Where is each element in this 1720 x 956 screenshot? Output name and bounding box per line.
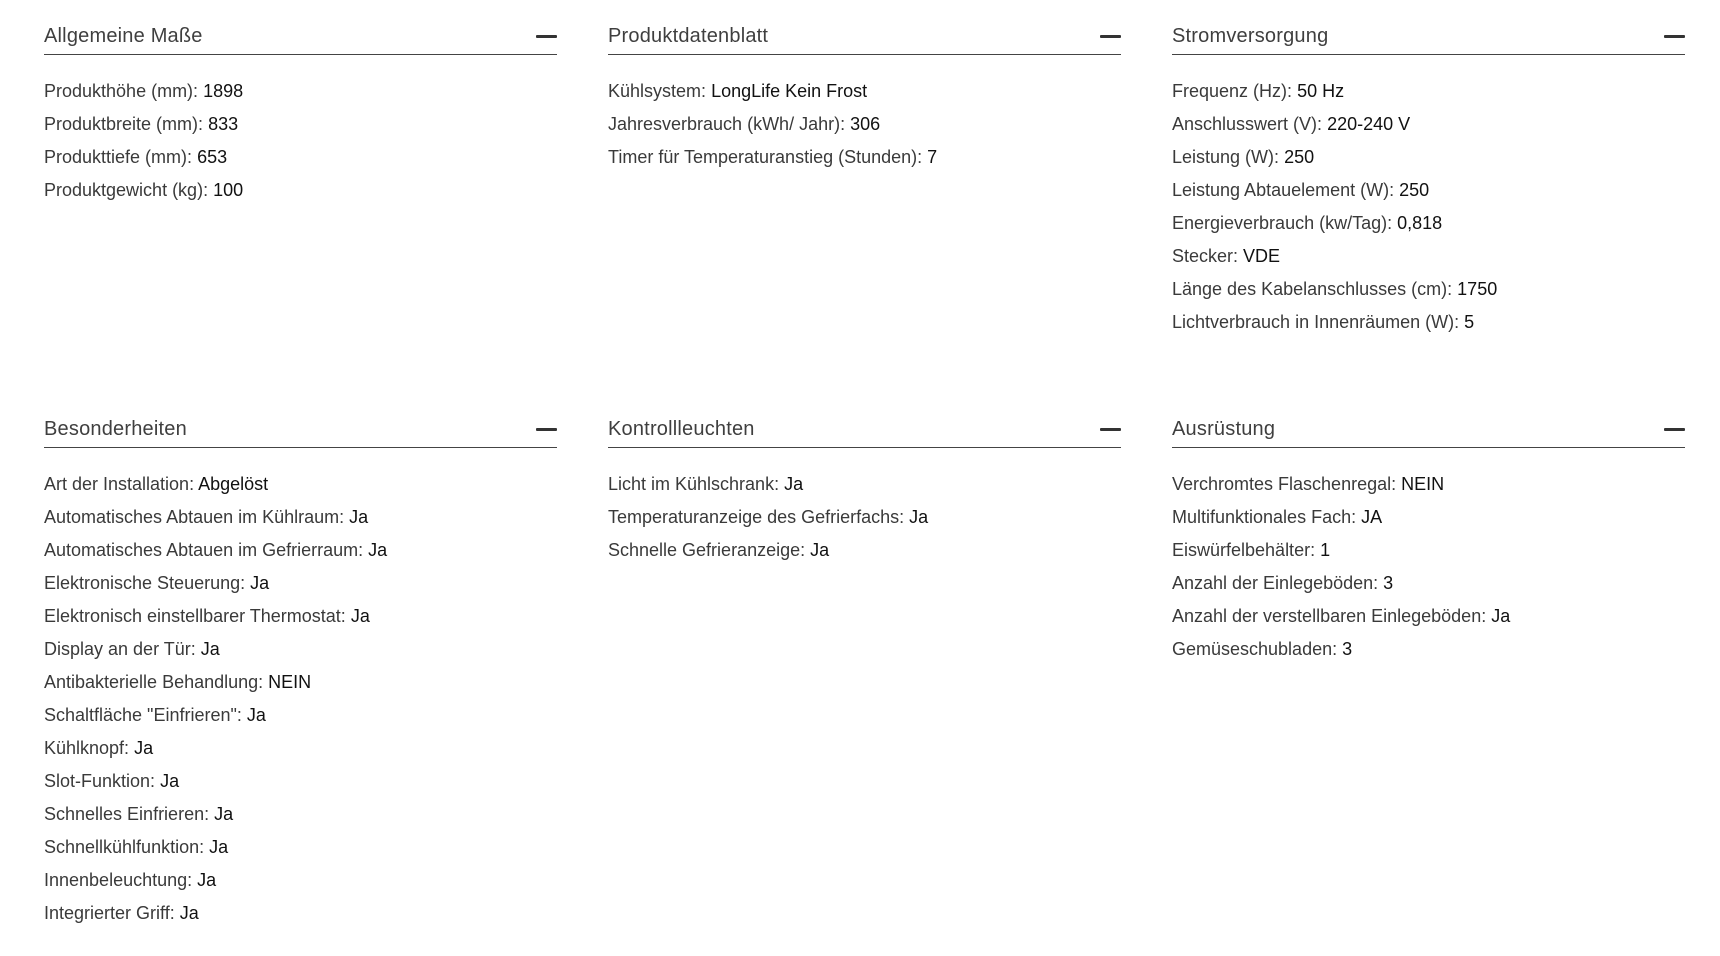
spec-row: [44, 468, 557, 501]
spec-label: Antibakterielle Behandlung:: [44, 672, 264, 692]
section-title: Stromversorgung: [1172, 24, 1329, 47]
section-besonderheiten: [44, 411, 557, 930]
spec-list: [608, 55, 1121, 174]
minus-icon: [536, 35, 557, 38]
spec-row: [1172, 633, 1685, 666]
spec-label: Automatisches Abtauen im Gefrierraum:: [44, 540, 364, 560]
minus-icon: [1664, 35, 1685, 38]
spec-value: Ja: [784, 474, 804, 494]
spec-label: Leistung Abtauelement (W):: [1172, 180, 1395, 200]
spec-value: Ja: [134, 738, 154, 758]
spec-value: NEIN: [268, 672, 312, 692]
spec-label: Verchromtes Flaschenregal:: [1172, 474, 1397, 494]
collapse-button[interactable]: [535, 25, 557, 47]
spec-label: Schnelles Einfrieren:: [44, 804, 210, 824]
spec-value: VDE: [1243, 246, 1281, 266]
spec-row: [1172, 600, 1685, 633]
spec-value: 1750: [1457, 279, 1498, 299]
spec-label: Kühlknopf:: [44, 738, 130, 758]
spec-label: Gemüseschubladen:: [1172, 639, 1338, 659]
spec-list: [1172, 448, 1685, 666]
spec-label: Produktbreite (mm):: [44, 114, 204, 134]
spec-label: Temperaturanzeige des Gefrierfachs:: [608, 507, 905, 527]
spec-label: Kühlsystem:: [608, 81, 707, 101]
spec-label: Jahresverbrauch (kWh/ Jahr):: [608, 114, 846, 134]
spec-label: Display an der Tür:: [44, 639, 196, 659]
spec-value: Ja: [350, 606, 370, 626]
spec-row: [608, 75, 1121, 108]
spec-row: [1172, 174, 1685, 207]
spec-row: [1172, 501, 1685, 534]
spec-value: Ja: [810, 540, 830, 560]
spec-value: Ja: [160, 771, 180, 791]
spec-row: [1172, 108, 1685, 141]
spec-row: [1172, 75, 1685, 108]
collapse-button[interactable]: [1663, 25, 1685, 47]
spec-label: Anzahl der verstellbaren Einlegeböden:: [1172, 606, 1487, 626]
spec-value: 306: [850, 114, 881, 134]
spec-label: Timer für Temperaturanstieg (Stunden):: [608, 147, 923, 167]
section-produktdatenblatt: [608, 18, 1121, 174]
spec-value: 220-240 V: [1327, 114, 1411, 134]
spec-value: 7: [927, 147, 938, 167]
spec-row: [1172, 534, 1685, 567]
spec-row: [608, 468, 1121, 501]
spec-row: [608, 501, 1121, 534]
spec-value: Abgelöst: [198, 474, 269, 494]
spec-value: NEIN: [1401, 474, 1445, 494]
spec-row: [1172, 207, 1685, 240]
spec-label: Art der Installation:: [44, 474, 195, 494]
spec-value: 1: [1320, 540, 1331, 560]
spec-label: Anzahl der Einlegeböden:: [1172, 573, 1379, 593]
spec-row: [44, 534, 557, 567]
spec-value: Ja: [197, 870, 217, 890]
spec-label: Leistung (W):: [1172, 147, 1280, 167]
section-header[interactable]: [1172, 411, 1685, 448]
collapse-button[interactable]: [1099, 418, 1121, 440]
collapse-button[interactable]: [535, 418, 557, 440]
spec-row: [44, 666, 557, 699]
spec-label: Schnelle Gefrieranzeige:: [608, 540, 806, 560]
minus-icon: [536, 428, 557, 431]
spec-label: Produkthöhe (mm):: [44, 81, 199, 101]
spec-value: Ja: [214, 804, 234, 824]
spec-label: Elektronische Steuerung:: [44, 573, 246, 593]
collapse-button[interactable]: [1099, 25, 1121, 47]
spec-value: 250: [1399, 180, 1430, 200]
spec-row: [608, 534, 1121, 567]
section-title: Ausrüstung: [1172, 417, 1276, 440]
spec-row: [44, 864, 557, 897]
spec-label: Schaltfläche "Einfrieren":: [44, 705, 242, 725]
spec-label: Länge des Kabelanschlusses (cm):: [1172, 279, 1453, 299]
section-header[interactable]: [1172, 18, 1685, 55]
spec-label: Elektronisch einstellbarer Thermostat:: [44, 606, 346, 626]
spec-value: 833: [208, 114, 239, 134]
spec-row: [44, 108, 557, 141]
spec-row: [1172, 468, 1685, 501]
spec-row: [44, 633, 557, 666]
spec-list: [1172, 55, 1685, 339]
minus-icon: [1100, 428, 1121, 431]
spec-value: 0,818: [1397, 213, 1443, 233]
spec-value: 1898: [203, 81, 244, 101]
spec-row: [44, 765, 557, 798]
section-header[interactable]: [608, 411, 1121, 448]
section-stromversorgung: [1172, 18, 1685, 339]
spec-row: [608, 108, 1121, 141]
spec-row: [608, 141, 1121, 174]
spec-value: 3: [1383, 573, 1394, 593]
spec-row: [44, 699, 557, 732]
spec-list: [608, 448, 1121, 567]
spec-label: Frequenz (Hz):: [1172, 81, 1293, 101]
spec-row: [44, 567, 557, 600]
spec-list: [44, 55, 557, 207]
spec-value: Ja: [200, 639, 220, 659]
section-ausruestung: [1172, 411, 1685, 666]
spec-value: Ja: [368, 540, 388, 560]
section-title: Produktdatenblatt: [608, 24, 769, 47]
spec-value: 50 Hz: [1297, 81, 1345, 101]
spec-value: Ja: [909, 507, 929, 527]
spec-row: [44, 141, 557, 174]
section-title: Besonderheiten: [44, 417, 187, 440]
spec-value: 653: [197, 147, 228, 167]
spec-label: Eiswürfelbehälter:: [1172, 540, 1316, 560]
spec-label: Stecker:: [1172, 246, 1239, 266]
spec-label: Anschlusswert (V):: [1172, 114, 1323, 134]
spec-value: Ja: [179, 903, 199, 923]
section-allgemeine-masse: [44, 18, 557, 207]
spec-row: [44, 501, 557, 534]
spec-value: Ja: [209, 837, 229, 857]
spec-row: [44, 798, 557, 831]
spec-label: Slot-Funktion:: [44, 771, 156, 791]
spec-value: Ja: [250, 573, 270, 593]
spec-row: [44, 600, 557, 633]
spec-label: Automatisches Abtauen im Kühlraum:: [44, 507, 345, 527]
spec-label: Licht im Kühlschrank:: [608, 474, 780, 494]
minus-icon: [1664, 428, 1685, 431]
spec-row: [1172, 273, 1685, 306]
spec-value: 100: [213, 180, 244, 200]
section-header[interactable]: [608, 18, 1121, 55]
spec-value: Ja: [246, 705, 266, 725]
section-title: Kontrollleuchten: [608, 417, 755, 440]
spec-row: [1172, 567, 1685, 600]
spec-label: Energieverbrauch (kw/Tag):: [1172, 213, 1393, 233]
section-kontrollleuchten: [608, 411, 1121, 567]
spec-label: Produkttiefe (mm):: [44, 147, 193, 167]
section-header[interactable]: [44, 411, 557, 448]
spec-label: Schnellkühlfunktion:: [44, 837, 205, 857]
collapse-button[interactable]: [1663, 418, 1685, 440]
spec-row: [1172, 240, 1685, 273]
spec-row: [44, 174, 557, 207]
spec-row: [1172, 141, 1685, 174]
spec-row: [44, 831, 557, 864]
spec-label: Innenbeleuchtung:: [44, 870, 193, 890]
spec-value: JA: [1361, 507, 1383, 527]
spec-label: Integrierter Griff:: [44, 903, 175, 923]
spec-row: [44, 732, 557, 765]
spec-label: Produktgewicht (kg):: [44, 180, 209, 200]
spec-label: Lichtverbrauch in Innenräumen (W):: [1172, 312, 1460, 332]
spec-row: [44, 897, 557, 930]
spec-value: 5: [1464, 312, 1475, 332]
spec-list: [44, 448, 557, 930]
spec-row: [44, 75, 557, 108]
spec-label: Multifunktionales Fach:: [1172, 507, 1357, 527]
spec-value: LongLife Kein Frost: [711, 81, 868, 101]
spec-value: 250: [1284, 147, 1315, 167]
spec-value: Ja: [1491, 606, 1511, 626]
spec-value: Ja: [349, 507, 369, 527]
minus-icon: [1100, 35, 1121, 38]
section-header[interactable]: [44, 18, 557, 55]
spec-value: 3: [1342, 639, 1353, 659]
section-title: Allgemeine Maße: [44, 24, 203, 47]
spec-row: [1172, 306, 1685, 339]
